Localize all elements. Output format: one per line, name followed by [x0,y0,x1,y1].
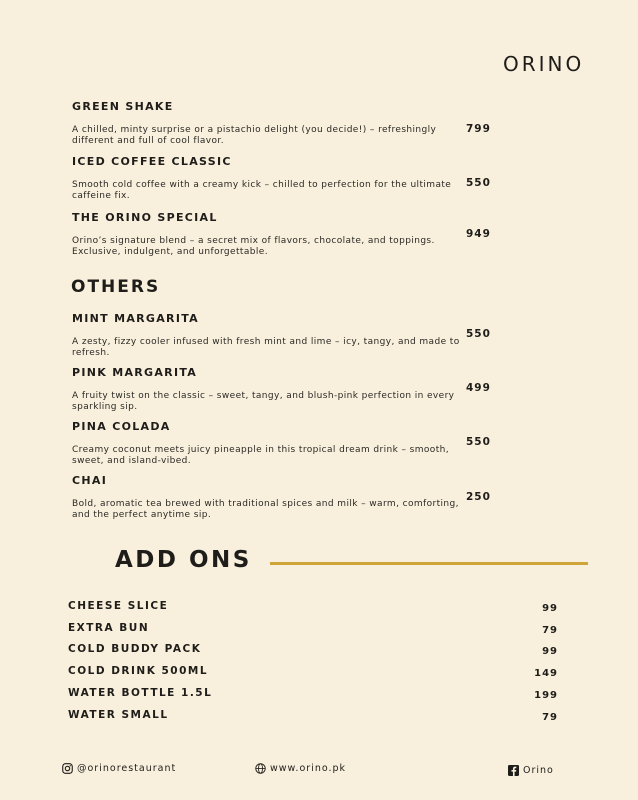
addon-name: EXTRA BUN [68,622,150,634]
item-description: Orino’s signature blend – a secret mix of flavors, chocolate, and toppings. Exclusive, indulgent, and unforgettable. [72,236,435,257]
brand-logo: ORINO [503,52,585,76]
instagram-icon [62,763,73,774]
addon-name: CHEESE SLICE [68,600,169,612]
menu-item [72,420,592,467]
addon-row [68,643,560,657]
item-price: 499 [466,382,491,394]
addon-price: 99 [542,603,558,614]
addon-price: 79 [542,712,558,723]
addon-row [68,622,560,636]
website-link[interactable]: www.orino.pk [270,763,347,774]
item-price: 550 [466,328,491,340]
footer-facebook[interactable] [508,765,554,776]
item-description: Bold, aromatic tea brewed with traditional spices and milk – warm, comforting, and the perfect anytime sip. [72,499,459,520]
section-title-others: OTHERS [71,277,161,297]
addon-price: 149 [534,668,558,679]
item-price: 550 [466,177,491,189]
item-description: A zesty, fizzy cooler infused with fresh mint and lime – icy, tangy, and made to refresh. [72,337,460,358]
item-description: A fruity twist on the classic – sweet, tangy, and blush-pink perfection in every sparkling sip. [72,391,455,412]
addon-row [68,600,560,614]
section-title-addons: ADD ONS [115,547,252,573]
addon-price: 79 [542,625,558,636]
addon-row [68,687,560,701]
addon-price: 99 [542,646,558,657]
section-divider [270,562,588,565]
addon-price: 199 [534,690,558,701]
addon-row [68,665,560,679]
item-name: PINK MARGARITA [72,366,198,379]
addon-row [68,709,560,723]
addon-name: WATER SMALL [68,709,169,721]
addon-name: COLD BUDDY PACK [68,643,202,655]
addon-name: COLD DRINK 500ML [68,665,209,677]
menu-item [72,155,592,202]
item-description: A chilled, minty surprise or a pistachio delight (you decide!) – refreshingly different and full of cool flavor. [72,125,437,146]
item-price: 949 [466,228,491,240]
item-name: CHAI [72,474,108,487]
item-description: Creamy coconut meets juicy pineapple in this tropical dream drink – smooth, sweet, and island-vibed. [72,445,449,466]
menu-item [72,474,592,521]
facebook-link[interactable]: Orino [523,765,554,776]
menu-item [72,211,592,258]
instagram-handle[interactable]: @orinorestaurant [77,763,177,774]
facebook-icon [508,765,519,776]
item-name: MINT MARGARITA [72,312,199,325]
item-price: 250 [466,491,491,503]
globe-icon [255,763,266,774]
footer-website[interactable] [255,763,346,774]
item-price: 550 [466,436,491,448]
item-name: THE ORINO SPECIAL [72,211,218,224]
menu-item [72,312,592,359]
item-name: GREEN SHAKE [72,100,174,113]
menu-item [72,100,592,147]
item-name: ICED COFFEE CLASSIC [72,155,232,168]
item-name: PINA COLADA [72,420,171,433]
item-description: Smooth cold coffee with a creamy kick – chilled to perfection for the ultimate caffeine fix. [72,180,452,201]
footer-instagram[interactable] [62,763,176,774]
addon-name: WATER BOTTLE 1.5L [68,687,213,699]
item-price: 799 [466,123,491,135]
menu-item [72,366,592,413]
